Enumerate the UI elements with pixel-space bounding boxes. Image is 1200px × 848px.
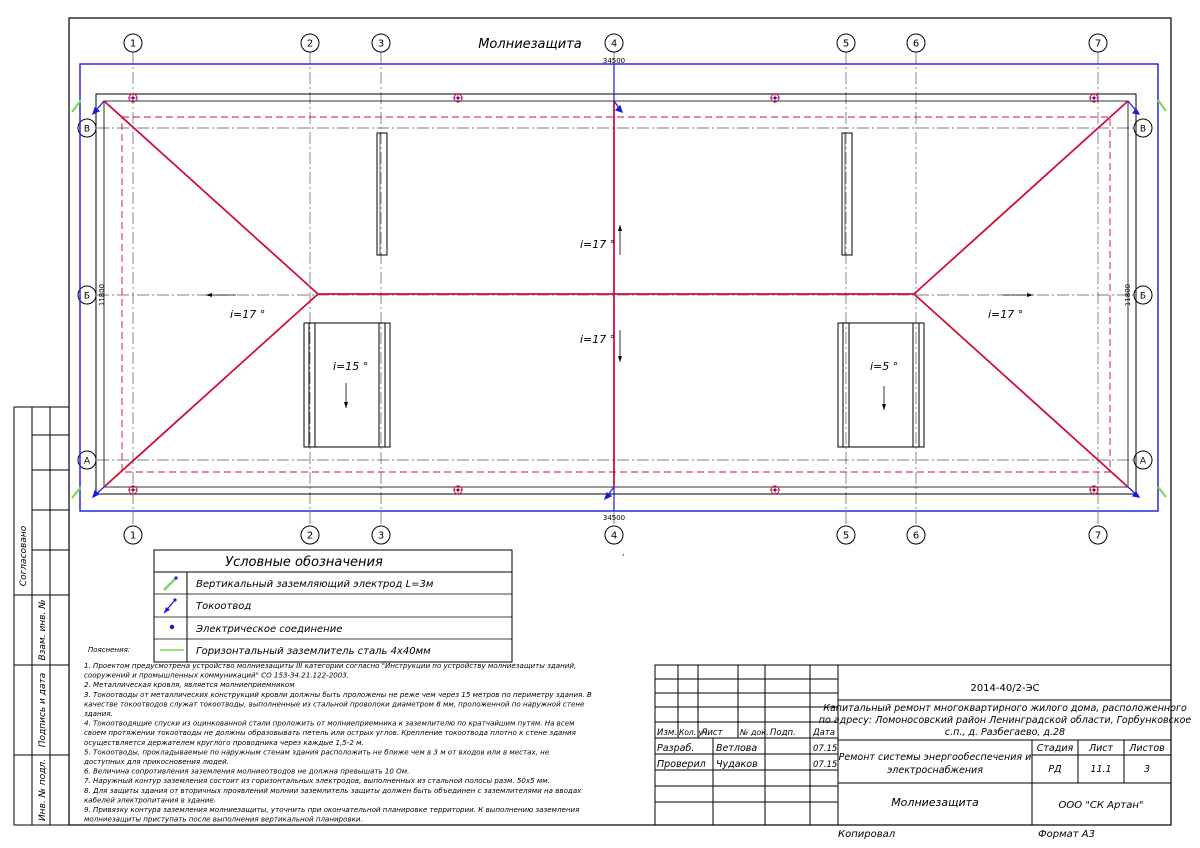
axis-bubble-row	[1134, 286, 1152, 304]
note-line: 7. Наружный контур заземления состоит из горизонтальных электродов, выполненных из стальной полосы разм. 50x5 мм.	[84, 776, 550, 786]
axis-bubble-col	[837, 526, 855, 544]
header-doc: № док.	[740, 728, 769, 737]
slope-arrow-down-icon	[618, 356, 622, 362]
axis-bubble-label: 7	[1094, 38, 1102, 50]
legend-item-electrode: Вертикальный заземляющий электрод L=3м	[196, 579, 434, 590]
axis-bubble-col	[1089, 526, 1107, 544]
legend-item-connection: Электрическое соединение	[196, 624, 343, 635]
note-line: доступных для прикосновения людей.	[84, 757, 229, 766]
dim-left: 11800	[98, 283, 106, 307]
grid-axes	[97, 52, 1134, 530]
stage-header: Стадия	[1036, 743, 1074, 754]
legend	[154, 550, 512, 662]
date-razrab: 07.15	[813, 744, 838, 754]
axis-bubble-row	[1134, 119, 1152, 137]
axis-bubble-label: 3	[377, 530, 385, 542]
slope-arrow-left-icon	[206, 293, 212, 297]
note-line: 6. Величина сопротивления заземления молниеотводов не должна превышать 10 Ом.	[84, 766, 410, 776]
axis-bubble-label: 4	[610, 530, 618, 542]
axis-bubble-col	[124, 34, 142, 52]
axis-bubble-col	[372, 34, 390, 52]
axis-bubble-label: 4	[610, 38, 618, 50]
axis-bubble-col	[372, 526, 390, 544]
axis-bubble-col	[907, 526, 925, 544]
slope-label-center-top: i=17 °	[580, 238, 616, 251]
note-line: 5. Токоотводы, прокладываемые по наружным стенам здания расположить не ближе чем в 3 м от входов или в местах, не	[84, 747, 550, 757]
section-line-2: электроснабжения	[887, 765, 983, 776]
stamp-vzam: Взам. инв. №	[38, 599, 48, 661]
roof-pit-right	[838, 323, 924, 447]
axis-bubble-label: 1	[129, 530, 137, 542]
drawing-title: Молниезащита	[478, 37, 582, 52]
legend-item-down-conductor: Токоотвод	[196, 601, 252, 612]
dim-top: 34500	[602, 57, 626, 65]
axis-bubble-label: Б	[83, 291, 91, 302]
axis-bubble-label: 1	[129, 38, 137, 50]
axis-bubble-col	[301, 526, 319, 544]
roof-strip-left	[377, 133, 387, 255]
stamp-inv: Инв. № подл.	[38, 758, 48, 822]
axis-bubble-label: 6	[912, 38, 920, 50]
note-line: 1. Проектом предусмотрена устройство молниезащиты III категории согласно "Инструкции по устройству молниезащиты зданий,	[84, 661, 577, 670]
note-line: кабелей электропитания в здание.	[84, 795, 217, 805]
sheets-header: Листов	[1129, 743, 1165, 754]
stage-value: РД	[1048, 764, 1062, 775]
legend-title: Условные обозначения	[225, 555, 383, 570]
stamp-soglasovano: Согласовано	[19, 525, 29, 587]
legend-item-ground-line: Горизонтальный заземлитель сталь 4x40мм	[196, 646, 431, 657]
note-line: своем протяжении токоотводы не должны образовывать петель или острых углов. Крепление токоотвода плотно к стене здания	[84, 728, 576, 738]
axis-bubble-col	[1089, 34, 1107, 52]
connection-dot-icon	[170, 625, 174, 629]
header-izm: Изм.	[657, 728, 677, 738]
roof-pit-left	[304, 323, 390, 447]
down-conductor-icon	[164, 598, 177, 613]
slope-arrow-right-icon	[1027, 293, 1033, 297]
axis-bubble-col	[124, 526, 142, 544]
roof-strip-right	[842, 133, 852, 255]
project-line-3: с.п., д. Разбегаево, д.28	[944, 727, 1066, 738]
project-line-1: Капитальный ремонт многоквартирного жилого дома, расположенного	[823, 703, 1187, 714]
axis-bubbles	[78, 34, 1152, 544]
note-line: сооружений и промышленных коммуникаций" СО 153-34.21.122-2003.	[84, 670, 350, 680]
notes-heading: Пояснения:	[88, 646, 131, 654]
axis-bubble-col	[301, 34, 319, 52]
role-razrab: Разраб.	[657, 743, 695, 754]
name-razrab: Ветлова	[716, 743, 758, 754]
role-proveril: Проверил	[657, 759, 706, 770]
axis-bubble-label: 2	[306, 530, 314, 542]
ground-contour	[80, 64, 1158, 511]
slope-label-center-bottom: i=17 °	[580, 333, 616, 346]
dim-bottom: 34500	[602, 514, 626, 522]
ground-electrodes	[72, 100, 1166, 498]
axis-bubble-col	[837, 34, 855, 52]
date-proveril: 07.15	[813, 760, 838, 770]
tick-mark: ,	[622, 548, 625, 557]
axis-bubble-label: 3	[377, 38, 385, 50]
axis-bubble-label: Б	[1139, 291, 1147, 302]
axis-bubble-label: 6	[912, 530, 920, 542]
axis-bubble-label: 7	[1094, 530, 1102, 542]
dim-right: 11800	[1124, 283, 1132, 307]
axis-bubble-row	[1134, 451, 1152, 469]
sheet-title: Молниезащита	[891, 796, 979, 809]
slope-label-right-pit: i=5 °	[870, 360, 899, 373]
sheet-value: 11.1	[1090, 764, 1112, 775]
axis-bubble-label: А	[1139, 456, 1147, 467]
axis-bubble-label: 2	[306, 38, 314, 50]
name-proveril: Чудаков	[716, 759, 758, 770]
note-line: качестве токоотводов служат токоотводы, выполненные из стальной проволоки диаметром 8 мм, проложенной по наружной стене	[84, 699, 585, 709]
slope-arrow-up-icon	[618, 225, 622, 231]
footer-format: Формат А3	[1038, 829, 1095, 840]
down-conductors	[93, 64, 1139, 511]
doc-code: 2014-40/2-ЭС	[970, 683, 1040, 694]
sheets-value: 3	[1143, 764, 1151, 775]
axis-bubble-label: 5	[842, 38, 850, 50]
note-line: 8. Для защиты здания от вторичных проявлений молнии заземлитель защиты должен быть объединен с заземлителями на вводах	[84, 785, 582, 795]
header-list: Лист	[701, 728, 723, 738]
axis-bubble-col	[605, 34, 623, 52]
axis-bubble-label: А	[83, 456, 91, 467]
axis-bubble-col	[605, 526, 623, 544]
note-line: осуществляется держателем круглого проводника через каждые 1,5-2 м.	[84, 737, 364, 747]
header-podp: Подп.	[770, 728, 796, 738]
header-data: Дата	[813, 728, 836, 738]
axis-bubble-col	[907, 34, 925, 52]
roof-ridges	[104, 101, 1128, 487]
section-line-1: Ремонт системы энергообеспечения и	[838, 752, 1032, 763]
note-line: 9. Привязку контура заземления молниезащиты, уточнить при окончательной планировке территории. К выполнению заземления	[84, 805, 580, 814]
note-line: молниезащиты приступать после выполнения вертикальной планировки.	[84, 814, 363, 824]
slope-label-left: i=17 °	[230, 308, 266, 321]
note-line: 2. Металлическая кровля, является молниеприемником	[84, 680, 295, 690]
project-line-2: по адресу: Ломоносовский район Ленинградской области, Горбунковское	[818, 715, 1192, 726]
electrode-icon	[164, 576, 178, 590]
sheet-header: Лист	[1088, 743, 1114, 754]
slope-label-right: i=17 °	[988, 308, 1024, 321]
note-line: 4. Токоотводящие спуски из оцинкованной стали проложить от молниеприемника к заземлителю по кратчайшим путям. На всем	[84, 718, 575, 728]
note-line: здания.	[84, 709, 113, 718]
slope-label-left-pit: i=15 °	[333, 360, 369, 373]
stamp-podpis: Подпись и дата	[38, 672, 48, 748]
note-line: 3. Токоотводы от металлических конструкций кровли должны быть проложены не реже чем через 15 метров по периметру здания. В	[84, 689, 592, 699]
company-name: ООО "СК Артан"	[1058, 800, 1144, 811]
notes	[83, 661, 592, 824]
header-kol: Кол. уч	[679, 728, 708, 737]
axis-bubble-label: В	[1139, 124, 1147, 135]
axis-bubble-label: В	[83, 124, 91, 135]
footer-copied: Копировал	[838, 829, 896, 840]
axis-bubble-label: 5	[842, 530, 850, 542]
